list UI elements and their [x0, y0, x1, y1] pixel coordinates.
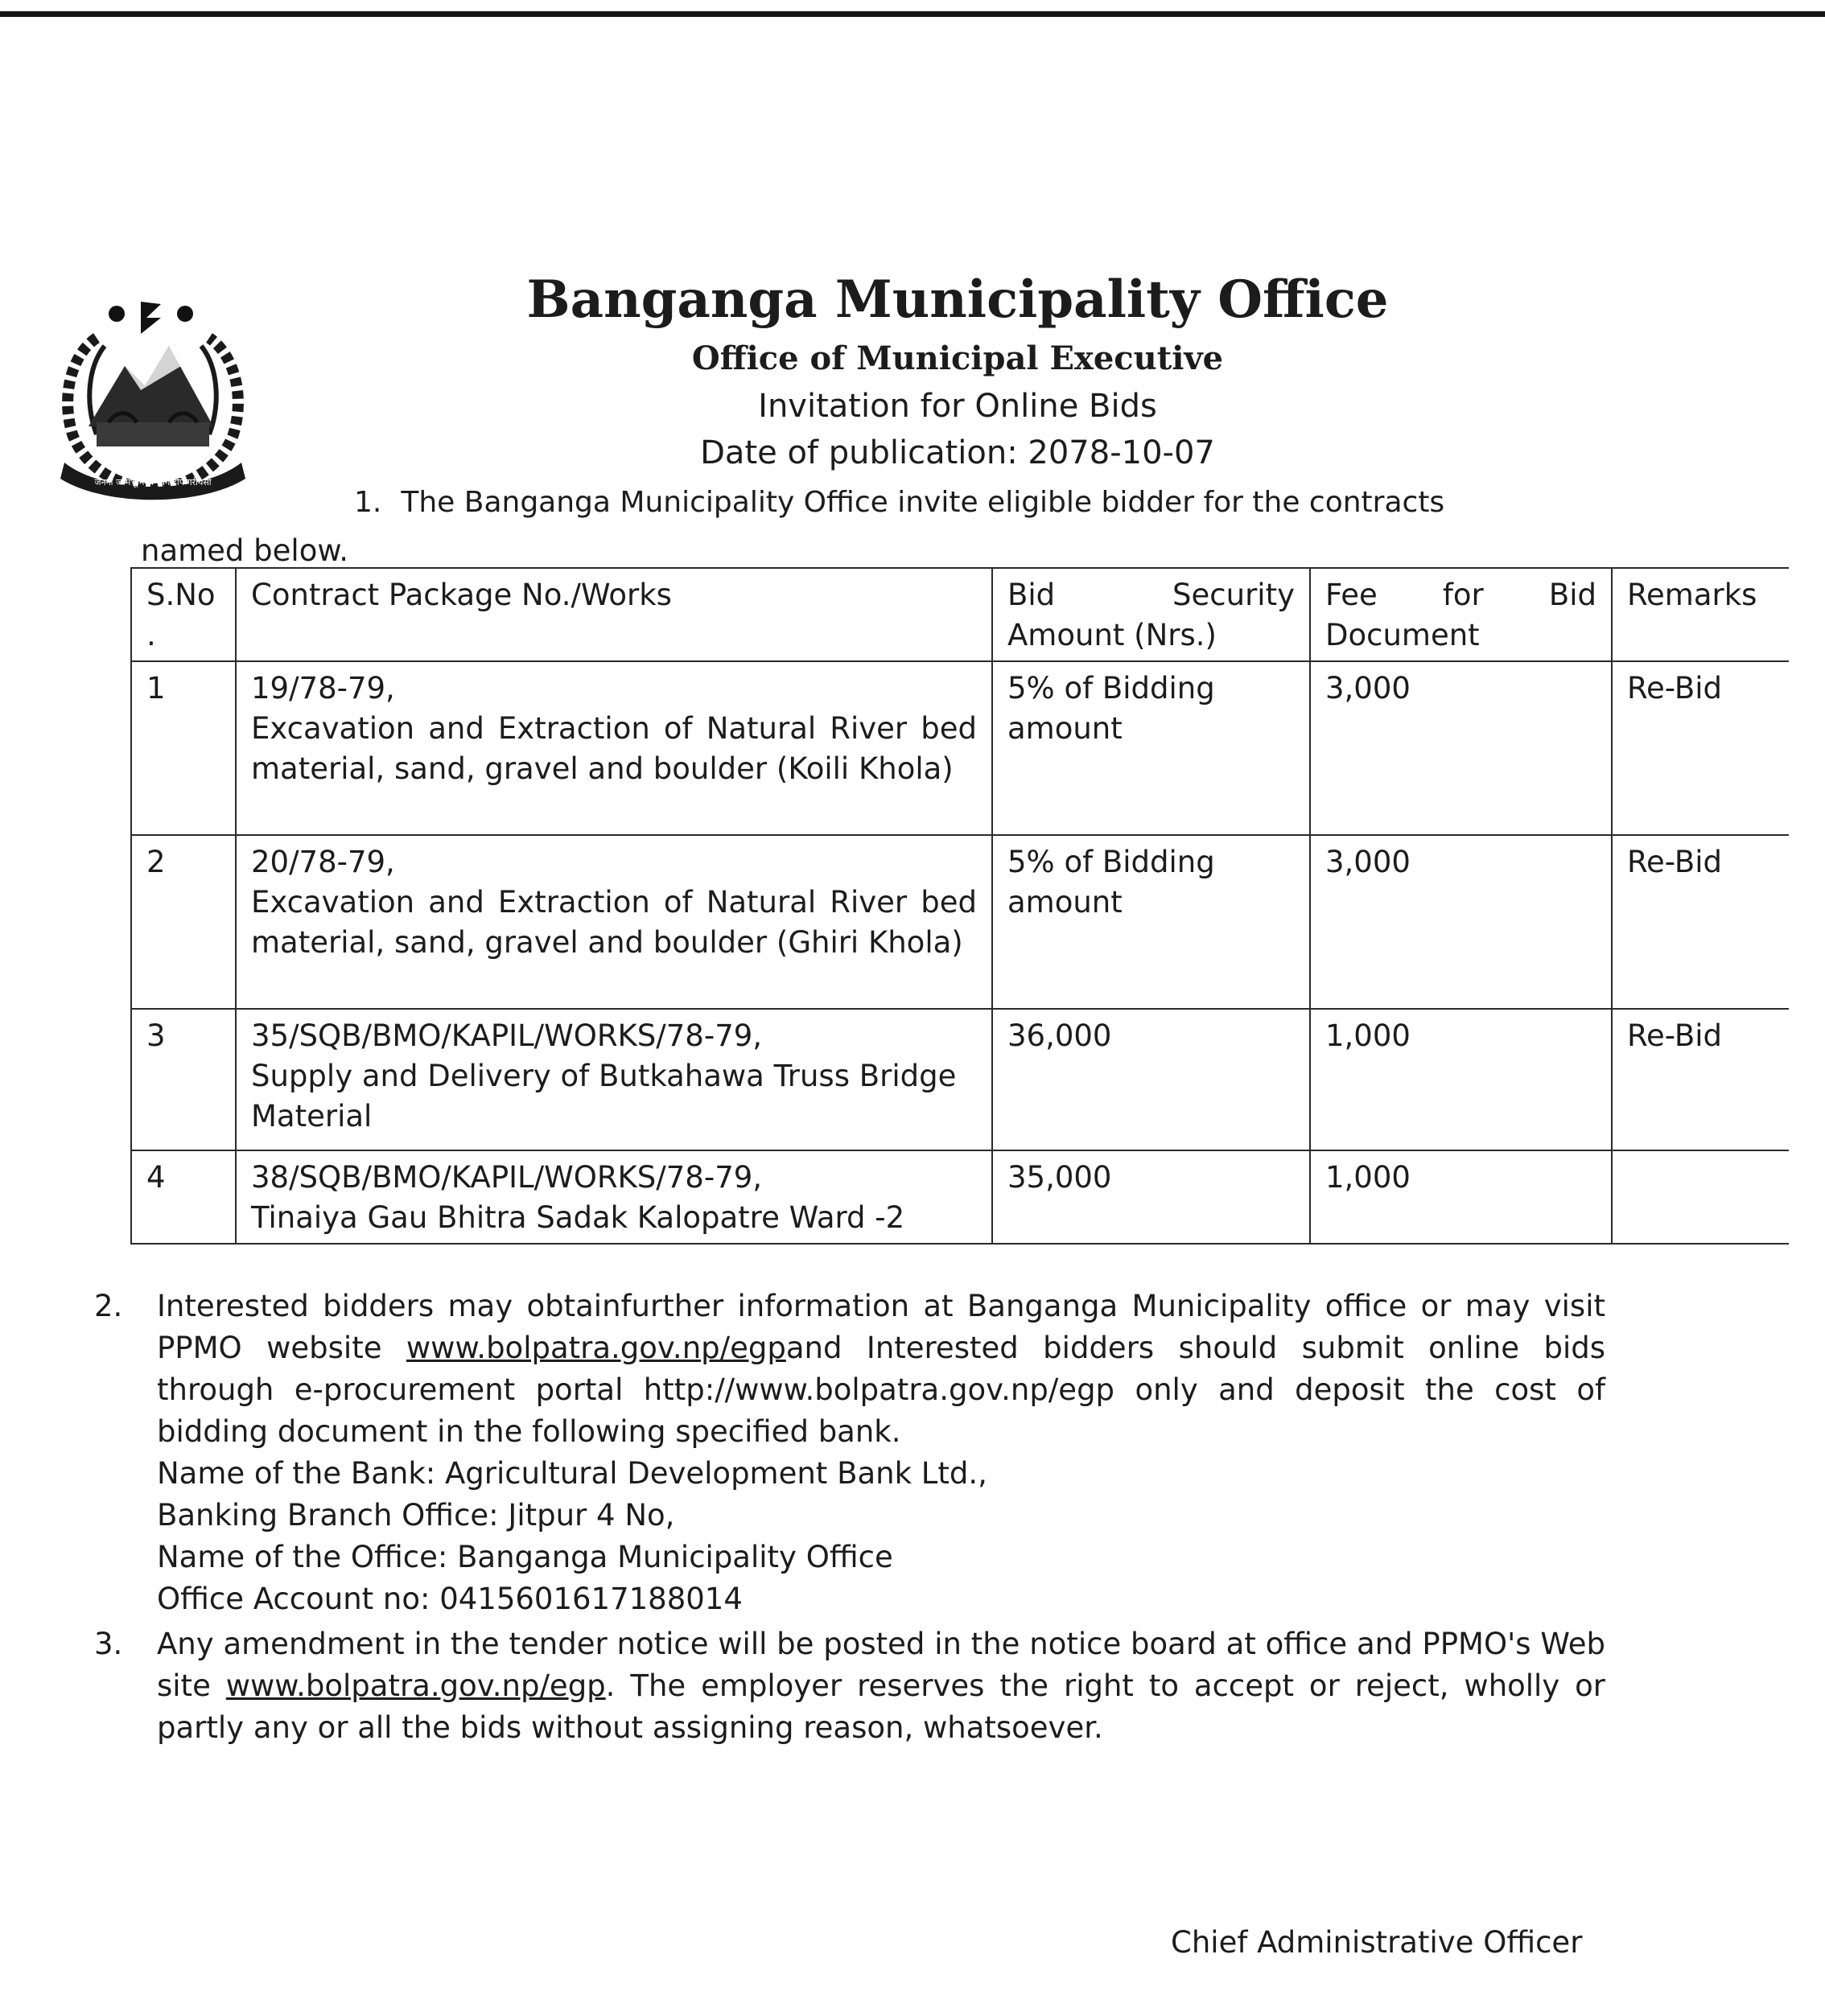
- contract-table: [130, 567, 1789, 1245]
- header-security-text: Bid Security Amount (Nrs.): [1007, 578, 1295, 652]
- notice-header: [451, 265, 1432, 476]
- bank-branch: Banking Branch Office: Jitpur 4 No,: [157, 1498, 675, 1533]
- paragraph-3-number: 3.: [94, 1627, 123, 1661]
- cell-fee: 3,000: [1310, 661, 1612, 835]
- paragraph-2-text-a: Interested bidders may obtainfurther information at Banganga Municipality office or may visit PPMO website: [157, 1289, 1605, 1365]
- bank-name: Name of the Bank: Agricultural Development Bank Ltd.,: [157, 1456, 987, 1491]
- cell-remarks: [1612, 1150, 1789, 1244]
- table-row: [131, 835, 1789, 1009]
- package-number: 20/78-79,: [251, 845, 395, 879]
- cell-package: [236, 1150, 992, 1244]
- office-name: Name of the Office: Banganga Municipality Office: [157, 1540, 893, 1574]
- paragraph-2-number: 2.: [94, 1289, 123, 1323]
- paragraph-3-text-b: . The employer reserves the right to accept or reject, wholly or partly any or all the bids without assigning reason, whatsoever.: [157, 1668, 1605, 1745]
- package-number: 38/SQB/BMO/KAPIL/WORKS/78-79,: [251, 1160, 763, 1195]
- header-fee: [1310, 568, 1612, 661]
- cell-sno: 4: [131, 1150, 236, 1244]
- package-work: Tinaiya Gau Bhitra Sadak Kalopatre Ward -2: [251, 1200, 905, 1235]
- cell-remarks: Re-Bid: [1612, 1009, 1789, 1150]
- package-work: Excavation and Extraction of Natural River bed material, sand, gravel and boulder (Koili Khola): [251, 711, 977, 786]
- cell-sno: 3: [131, 1009, 236, 1150]
- paragraph-3-text-a: Any amendment in the tender notice will be posted in the notice board at office and PPMO's Web site: [157, 1627, 1605, 1703]
- cell-remarks: Re-Bid: [1612, 835, 1789, 1009]
- cell-fee: 3,000: [1310, 835, 1612, 1009]
- package-number: 35/SQB/BMO/KAPIL/WORKS/78-79,: [251, 1018, 763, 1053]
- intro-line: [354, 483, 1444, 523]
- cell-security: 36,000: [992, 1009, 1310, 1150]
- cell-sno: 1: [131, 661, 236, 835]
- header-package: Contract Package No./Works: [236, 568, 992, 661]
- package-work: Supply and Delivery of Butkahawa Truss Bridge Material: [251, 1059, 957, 1133]
- header-fee-text: Fee for Bid Document: [1325, 578, 1596, 652]
- nepal-emblem-icon: [40, 290, 266, 507]
- signature-title: Chief Administrative Officer: [1171, 1925, 1583, 1960]
- header-sno: S.No .: [131, 568, 236, 661]
- paragraph-2-text-b: and Interested bidders should submit online bids through e-procurement portal http://www.bolpatra.gov.np/egp only and deposit the cost of bidding document in the following specified bank.: [157, 1331, 1605, 1449]
- table-row: [131, 1150, 1789, 1244]
- intro-text: The Banganga Municipality Office invite eligible bidder for the contracts: [401, 486, 1445, 519]
- intro-continuation: named below.: [141, 533, 348, 568]
- ppmo-website-link[interactable]: www.bolpatra.gov.np/egp: [406, 1331, 786, 1365]
- cell-fee: 1,000: [1310, 1150, 1612, 1244]
- paragraph-3: [94, 1623, 1605, 1749]
- office-title: Banganga Municipality Office: [526, 269, 1389, 330]
- cell-remarks: Re-Bid: [1612, 661, 1789, 835]
- intro-number: 1.: [354, 486, 382, 519]
- cell-package: [236, 661, 992, 835]
- office-subtitle: Office of Municipal Executive: [691, 339, 1224, 377]
- package-work: Excavation and Extraction of Natural River bed material, sand, gravel and boulder (Ghiri Khola): [251, 885, 977, 960]
- office-account: Office Account no: 0415601617188014: [157, 1582, 743, 1616]
- package-number: 19/78-79,: [251, 671, 395, 706]
- publication-date: Date of publication: 2078-10-07: [700, 434, 1215, 471]
- ppmo-website-link-2[interactable]: www.bolpatra.gov.np/egp: [225, 1668, 606, 1703]
- notice-type: Invitation for Online Bids: [758, 388, 1157, 425]
- cell-sno: 2: [131, 835, 236, 1009]
- cell-security: 5% of Bidding amount: [992, 661, 1310, 835]
- cell-security: 5% of Bidding amount: [992, 835, 1310, 1009]
- paragraph-2: [94, 1286, 1605, 1620]
- table-row: [131, 1009, 1789, 1150]
- cell-package: [236, 835, 992, 1009]
- cell-package: [236, 1009, 992, 1150]
- table-header-row: [131, 568, 1789, 661]
- cell-fee: 1,000: [1310, 1009, 1612, 1150]
- header-security: [992, 568, 1310, 661]
- header-remarks: Remarks: [1612, 568, 1789, 661]
- emblem-motto: जननी जन्मभूमिश्च स्वर्गादपि गरीयसी: [94, 477, 212, 488]
- cell-security: 35,000: [992, 1150, 1310, 1244]
- top-border-rule: [0, 11, 1825, 17]
- table-row: [131, 661, 1789, 835]
